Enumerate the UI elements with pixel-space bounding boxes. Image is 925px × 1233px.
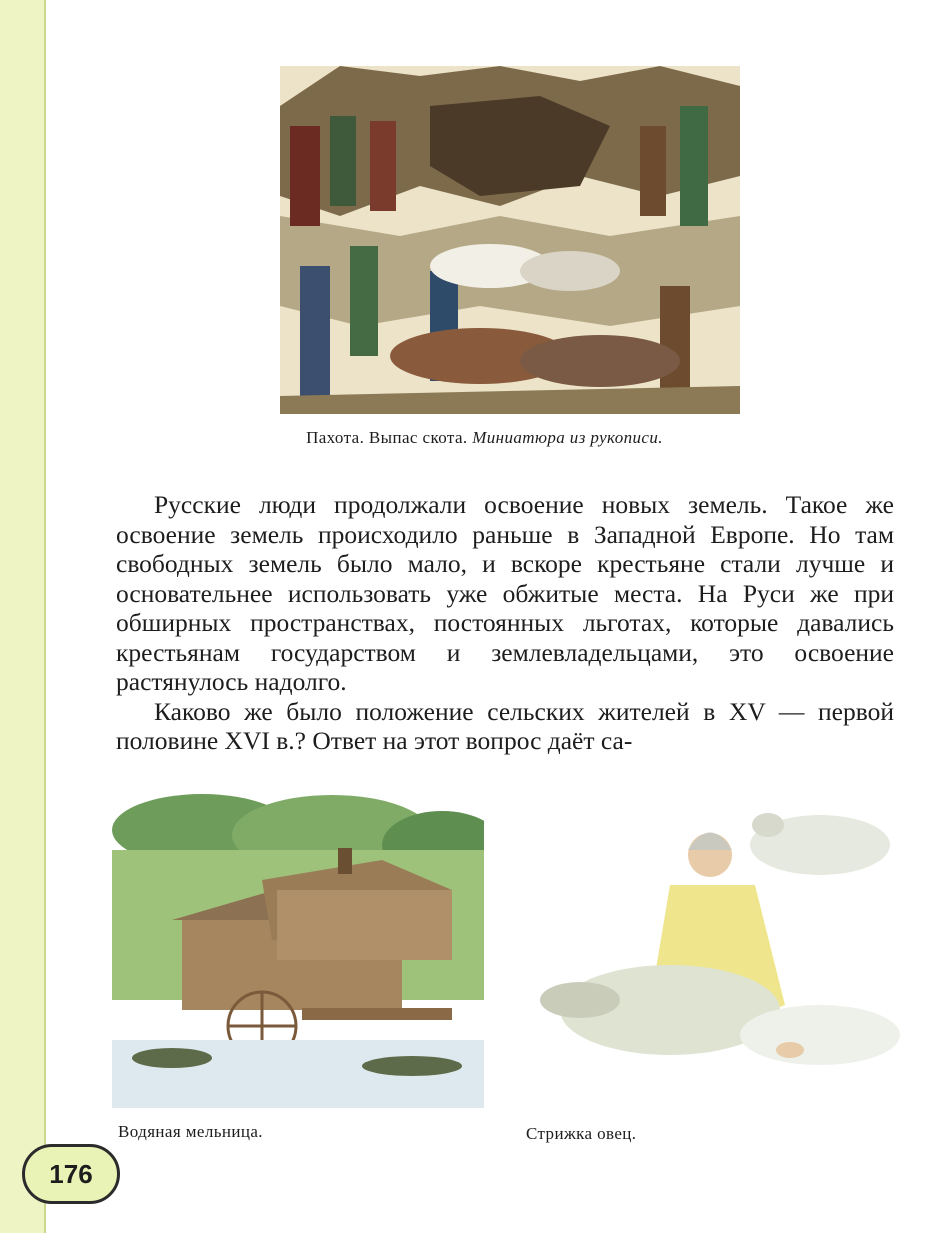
page-margin-strip — [0, 0, 46, 1233]
page-number-badge: 176 — [22, 1144, 120, 1204]
paragraph-2: Каково же было положение сельских жителей в XV — первой половине XVI в.? Ответ на этот вопрос даёт са- — [116, 696, 894, 755]
miniature-illustration — [280, 66, 740, 414]
body-text — [116, 490, 894, 756]
water-mill-illustration — [112, 790, 484, 1108]
miniature-caption-italic: Миниатюра из рукописи. — [472, 428, 663, 447]
miniature-caption — [0, 428, 925, 448]
sheep-shearing-caption: Стрижка овец. — [526, 1124, 637, 1143]
miniature-caption-plain: Пахота. Выпас скота. — [306, 428, 473, 447]
paragraph-1: Русские люди продолжали освоение новых земель. Такое же освоение земель происходило раньше в Западной Европе. Но там свободных земель было мало, и вскоре крестьяне стали лучше и основательнее использовать уже обжитые места. На Руси же при обширных пространствах, постоянных льготах, которые давались крестьянам государством и землевладельцами, это освоение растянулось надолго. — [116, 490, 894, 696]
water-mill-caption: Водяная мельница. — [118, 1122, 263, 1141]
sheep-shearing-illustration — [520, 795, 904, 1107]
